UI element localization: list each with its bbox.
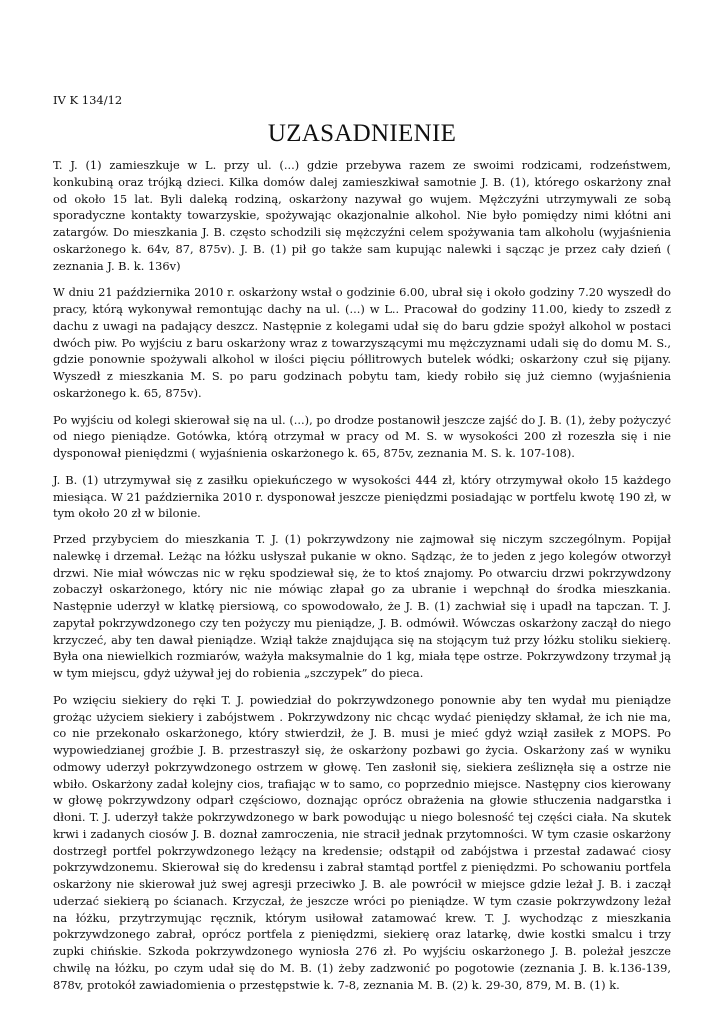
document-title: UZASADNIENIE	[267, 120, 457, 147]
document-page	[53, 92, 671, 1003]
paragraph-1: T. J. (1) zamieszkuje w L. przy ul. (...) gdzie przebywa razem ze swoimi rodzicami, rodzeństwem, konkubiną oraz trójką dzieci. Kilka domów dalej zamieszkiwał samotnie J. B. (1), którego oskarżony znał od około 15 lat. Byli daleką rodziną, oskarżony nazywał go wujem. Mężczyźni utrzymywali ze sobą sporadyczne kontakty towarzyskie, spożywając okazjonalnie alkohol. Nie było pomiędzy nimi kłótni ani zatargów. Do mieszkania J. B. często schodzili się mężczyźni celem spożywania tam alkoholu (wyjaśnienia oskarżonego k. 64v, 87, 875v). J. B. (1) pił go także sam kupując nalewki i sącząc je przez cały dzień ( zeznania J. B. k. 136v)	[53, 158, 671, 273]
paragraph-6: Po wzięciu siekiery do ręki T. J. powiedział do pokrzywdzonego ponownie aby ten wydał mu pieniądze grożąc użyciem siekiery i zabójstwem . Pokrzywdzony nic chcąc wydać pieniędzy skłamał, że ich nie ma, co nie przekonało oskarżonego, który stwierdził, że J. B. musi je mieć gdyż wziął zasiłek z MOPS. Po wypowiedzianej groźbie J. B. przestraszył się, że oskarżony pozbawi go życia. Oskarżony zaś w wyniku odmowy uderzył pokrzywdzonego ostrzem w głowę. Ten zasłonił się, siekiera ześliznęła się a ostrze nie wbiło. Oskarżony zadał kolejny cios, trafiając w to samo, co poprzednio miejsce. Następny cios kierowany w głowę pokrzywdzony odparł częściowo, doznając oprócz obrażenia na głowie stłuczenia nadgarstka i dłoni. T. J. uderzył także pokrzywdzonego w bark powodując u niego bolesność tej części ciała. Na skutek krwi i zadanych ciosów J. B. doznał zamroczenia, nie stracił jednak przytomności. W tym czasie oskarżony dostrzegł portfel pokrzywdzonego leżący na kredensie; odstąpił od zabójstwa i przestał zadawać ciosy pokrzywdzonemu. Skierował się do kredensu i zabrał stamtąd portfel z pieniędzmi. Po schowaniu portfela oskarżony nie skierował już swej agresji przeciwko J. B. ale powrócił w miejsce gdzie leżał J. B. i zaczął uderzać siekierą po ścianach. Krzyczał, że jeszcze wróci po pieniądze. W tym czasie pokrzywdzony leżał na łóżku, przytrzymując ręcznik, którym usiłował zatamować krew. T. J. wychodząc z mieszkania pokrzywdzonego zabrał, oprócz portfela z pieniędzmi, siekierę oraz latarkę, dwie kostki smalcu i trzy zupki chińskie. Szkoda pokrzywdzonego wyniosła 276 zł. Po wyjściu oskarżonego J. B. poleżał jeszcze chwilę na łóżku, po czym udał się do M. B. (1) żeby zadzwonić po pogotowie (zeznania J. B. k.136-139, 878v, protokół zawiadomienia o przestępstwie k. 7-8, zeznania M. B. (2) k. 29-30, 879, M. B. (1) k.	[53, 692, 671, 992]
paragraph-4: J. B. (1) utrzymywał się z zasiłku opiekuńczego w wysokości 444 zł, który otrzymywał około 15 każdego miesiąca. W 21 października 2010 r. dysponował jeszcze pieniędzmi posiadając w portfelu kwotę 190 zł, w tym około 20 zł w bilonie.	[53, 472, 671, 521]
paragraph-3: Po wyjściu od kolegi skierował się na ul. (...), po drodze postanowił jeszcze zajść do J. B. (1), żeby pożyczyć od niego pieniądze. Gotówka, którą otrzymał w pracy od M. S. w wysokości 200 zł rozeszła się i nie dysponował pieniędzmi ( wyjaśnienia oskarżonego k. 65, 875v, zeznania M. S. k. 107-108).	[53, 412, 671, 460]
paragraph-5: Przed przybyciem do mieszkania T. J. (1) pokrzywdzony nie zajmował się niczym szczególnym. Popijał nalewkę i drzemał. Leżąc na łóżku usłyszał pukanie w okno. Sądząc, że to jeden z jego kolegów otworzył drzwi. Nie miał wówczas nic w ręku spodziewał się, że to ktoś znajomy. Po otwarciu drzwi pokrzywdzony zobaczył oskarżonego, który nic nie mówiąc złapał go za ubranie i wepchnął do środka mieszkania. Następnie uderzył w klatkę piersiową, co spowodowało, że J. B. (1) zachwiał się i upadł na tapczan. T. J. zapytał pokrzywdzonego czy ten pożyczy mu pieniądze, J. B. odmówił. Wówczas oskarżony zaczął do niego krzyczeć, aby ten dawał pieniądze. Wziął także znajdująca się na stojącym tuż przy łóżku stoliku siekierę. Była ona niewielkich rozmiarów, ważyła maksymalnie do 1 kg, miała tępe ostrze. Pokrzywdzony trzymał ją w tym miejscu, gdyż używał jej do robienia „szczypek” do pieca.	[53, 532, 671, 680]
case-number: IV K 134/12	[53, 93, 123, 107]
paragraph-2: W dniu 21 października 2010 r. oskarżony wstał o godzinie 6.00, ubrał się i około godziny 7.20 wyszedł do pracy, którą wykonywał remontując dachy na ul. (...) w L.. Pracował do godziny 11.00, kiedy to zszedł z dachu z uwagi na padający deszcz. Następnie z kolegami udał się do baru gdzie spożył alkohol w postaci dwóch piw. Po wyjściu z baru oskarżony wraz z towarzyszącymi mu mężczyznami udali się do domu M. S., gdzie ponownie spożywali alkohol w ilości pięciu półlitrowych butelek wódki; oskarżony czuł się pijany. Wyszedł z mieszkania M. S. po paru godzinach pobytu tam, kiedy robiło się już ciemno (wyjaśnienia oskarżonego k. 65, 875v).	[53, 285, 671, 400]
